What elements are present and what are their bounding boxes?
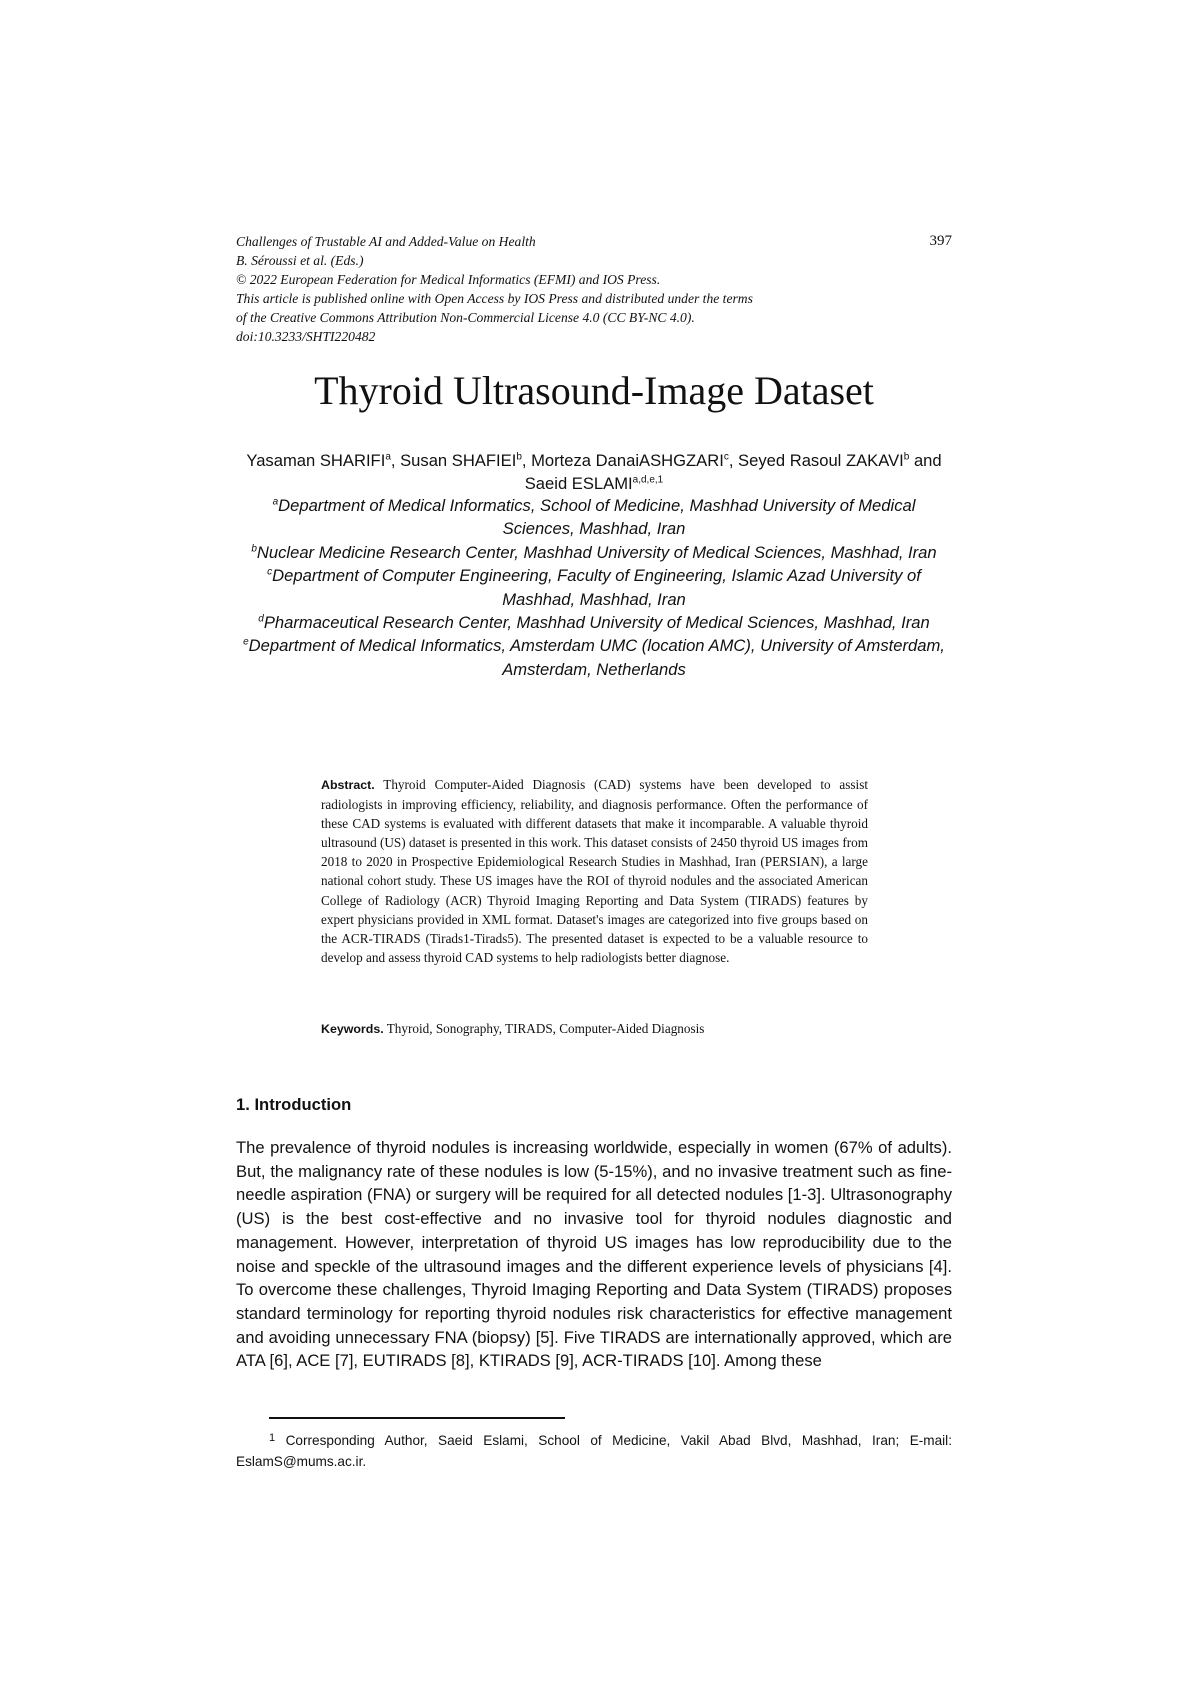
author-name: and Saeid ESLAMI <box>524 451 942 493</box>
abstract <box>321 775 868 967</box>
affiliation <box>236 611 952 634</box>
footnote-text: Corresponding Author, Saeid Eslami, School of Medicine, Vakil Abad Blvd, Mashhad, Iran; E-mail: EslamS@mums.ac.ir. <box>236 1433 952 1469</box>
publication-header <box>236 232 952 346</box>
author-affiliation-mark: a,d,e,1 <box>632 474 664 486</box>
keywords <box>321 1019 868 1039</box>
author-list <box>236 449 952 495</box>
affiliation-text: Department of Computer Engineering, Faculty of Engineering, Islamic Azad University of Mashhad, Mashhad, Iran <box>272 566 921 609</box>
author-name: , Morteza DanaiASHGZARI <box>521 451 724 470</box>
author-affiliation-mark: a <box>385 451 391 463</box>
affiliation-text: Nuclear Medicine Research Center, Mashhad University of Medical Sciences, Mashhad, Iran <box>256 542 937 562</box>
footnote-mark: 1 <box>269 1432 276 1444</box>
affiliation-mark: e <box>243 636 249 648</box>
keywords-text: Thyroid, Sonography, TIRADS, Computer-Aided Diagnosis <box>386 1021 705 1036</box>
header-line: Challenges of Trustable AI and Added-Value on Health <box>236 234 536 249</box>
affiliation-mark: d <box>258 613 264 625</box>
author-affiliation-mark: b <box>516 451 522 463</box>
introduction-paragraph: The prevalence of thyroid nodules is increasing worldwide, especially in women (67% of adults). But, the malignancy rate of these nodules is low (5-15%), and no invasive treatment such as fine-needle aspiration (FNA) or surgery will be required for all detected nodules [1-3]. Ultrasonography (US) is the best cost-effective and no invasive tool for thyroid nodules diagnostic and management. However, interpretation of thyroid US images has low reproducibility due to the noise and speckle of the ultrasound images and the different experience levels of physicians [4]. To overcome these challenges, Thyroid Imaging Reporting and Data System (TIRADS) proposes standard terminology for reporting thyroid nodules risk characteristics for effective management and avoiding unnecessary FNA (biopsy) [5]. Five TIRADS are internationally approved, which are ATA [6], ACE [7], EUTIRADS [8], KTIRADS [9], ACR-TIRADS [10]. Among these <box>236 1138 952 1371</box>
affiliation <box>236 634 952 681</box>
header-line: B. Séroussi et al. (Eds.) <box>236 253 364 268</box>
keywords-label: Keywords. <box>321 1022 384 1036</box>
header-doi: doi:10.3233/SHTI220482 <box>236 329 376 344</box>
header-line: © 2022 European Federation for Medical Informatics (EFMI) and IOS Press. <box>236 272 661 287</box>
affiliation <box>236 541 952 564</box>
affiliation-text: Pharmaceutical Research Center, Mashhad University of Medical Sciences, Mashhad, Iran <box>263 613 930 633</box>
section-heading-introduction: 1. Introduction <box>236 1095 352 1114</box>
author-name: , Seyed Rasoul ZAKAVI <box>728 451 904 470</box>
footnote <box>236 1428 952 1472</box>
header-line: of the Creative Commons Attribution Non-Commercial License 4.0 (CC BY-NC 4.0). <box>236 310 695 325</box>
affiliation-list <box>236 494 952 681</box>
affiliation-mark: c <box>267 566 273 578</box>
author-affiliation-mark: b <box>903 451 910 463</box>
footnote-divider <box>269 1417 565 1419</box>
author-name: Yasaman SHARIFI <box>246 451 386 470</box>
affiliation-text: Department of Medical Informatics, Amsterdam UMC (location AMC), University of Amsterdam, Amsterdam, Netherlands <box>248 636 945 679</box>
affiliation <box>236 494 952 541</box>
author-name: , Susan SHAFIEI <box>390 451 517 470</box>
abstract-text: Thyroid Computer-Aided Diagnosis (CAD) systems have been developed to assist radiologists in improving efficiency, reliability, and diagnosis performance. Often the performance of these CAD systems is evaluated with different datasets that make it incomparable. A valuable thyroid ultrasound (US) dataset is presented in this work. This dataset consists of 2450 thyroid US images from 2018 to 2020 in Prospective Epidemiological Research Studies in Mashhad, Iran (PERSIAN), a large national cohort study. These US images have the ROI of thyroid nodules and the associated American College of Radiology (ACR) Thyroid Imaging Reporting and Data System (TIRADS) features by expert physicians provided in XML format. Dataset's images are categorized into five groups based on the ACR-TIRADS (Tirads1-Tirads5). The presented dataset is expected to be a valuable resource to develop and assess thyroid CAD systems to help radiologists better diagnose. <box>321 777 868 965</box>
header-line: This article is published online with Open Access by IOS Press and distributed under the terms <box>236 291 753 306</box>
author-affiliation-mark: c <box>723 451 729 463</box>
abstract-label: Abstract. <box>321 778 375 792</box>
affiliation-mark: b <box>251 543 257 555</box>
page-number: 397 <box>929 233 952 249</box>
paper-title: Thyroid Ultrasound-Image Dataset <box>314 368 874 413</box>
affiliation <box>236 564 952 611</box>
affiliation-mark: a <box>272 496 279 508</box>
affiliation-text: Department of Medical Informatics, School of Medicine, Mashhad University of Medical Sciences, Mashhad, Iran <box>278 496 916 539</box>
